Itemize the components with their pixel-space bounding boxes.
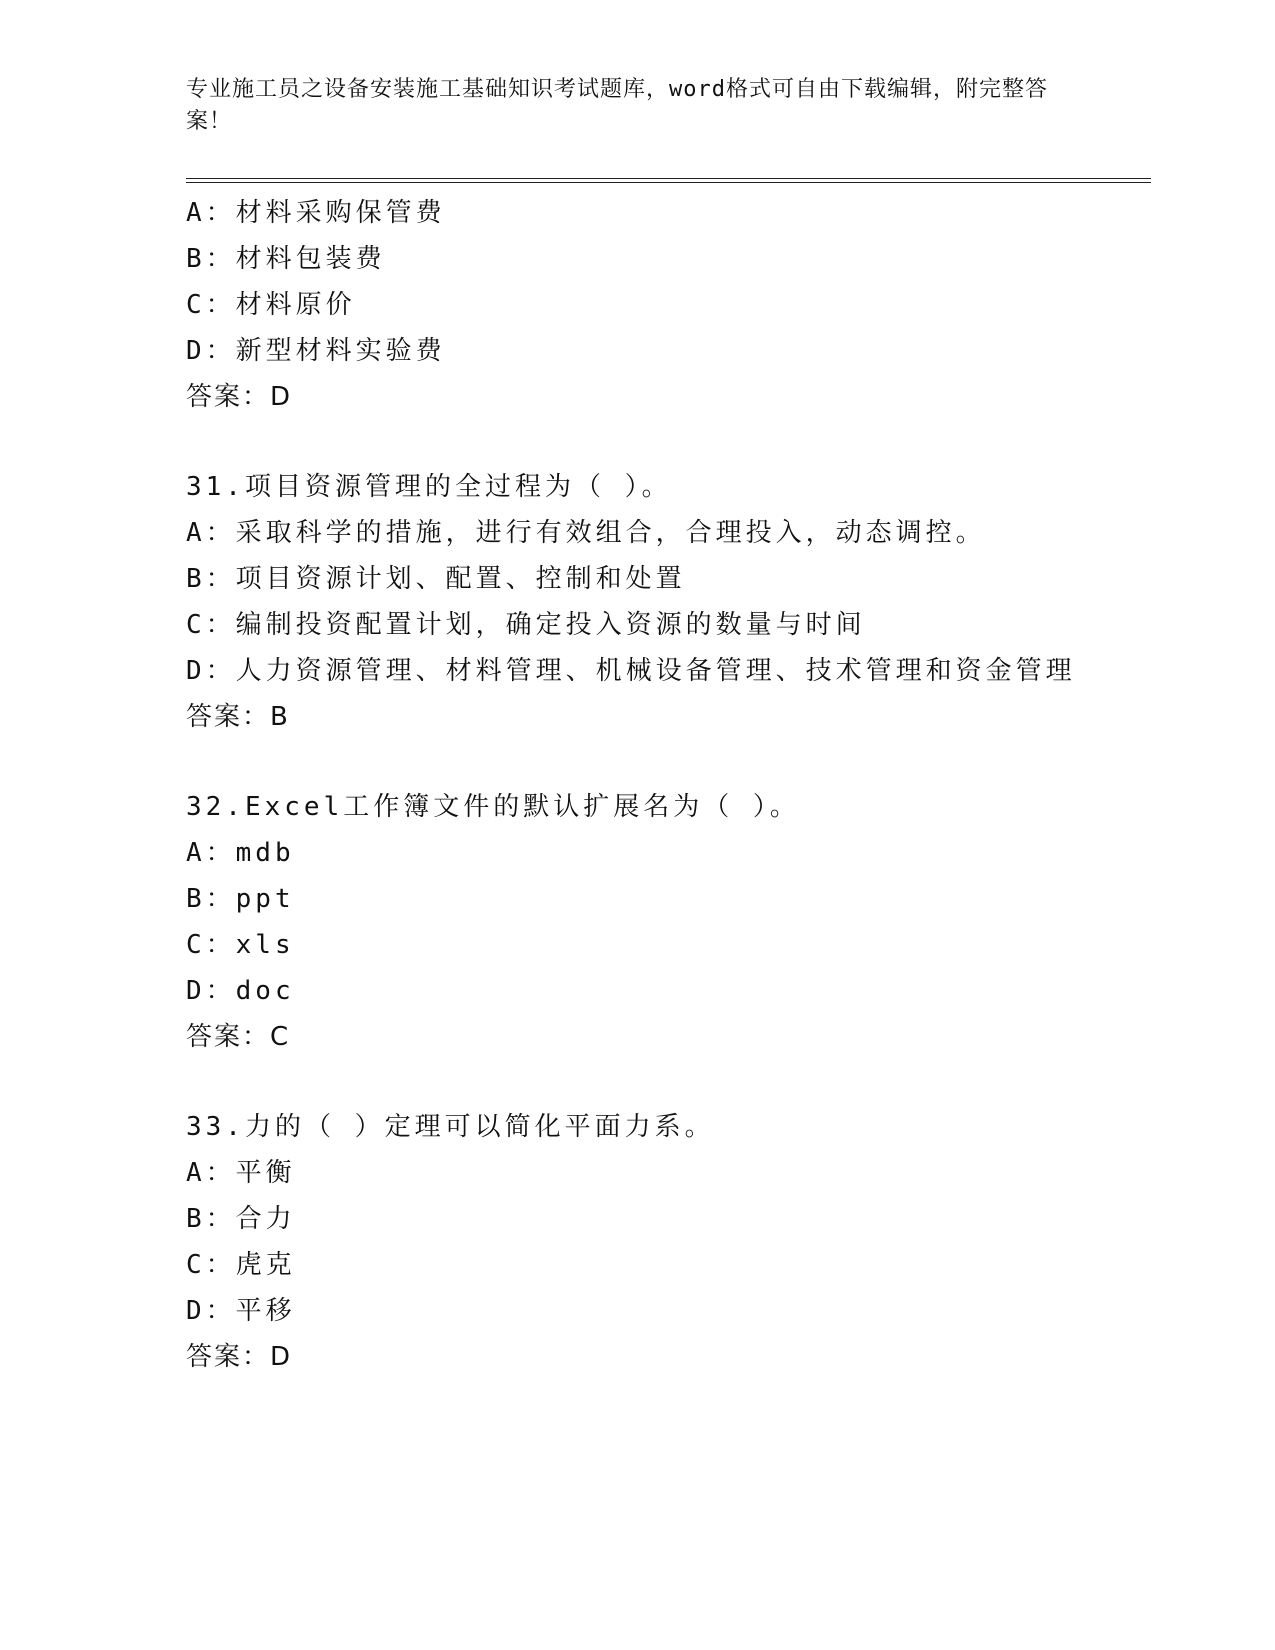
- question-text: 31.项目资源管理的全过程为（ ）。: [186, 472, 672, 502]
- question-text: 33.力的（ ）定理可以简化平面力系。: [186, 1112, 715, 1142]
- option-a: A：采取科学的措施，进行有效组合，合理投入，动态调控。: [186, 518, 986, 548]
- question-block-prev: [186, 190, 1146, 420]
- option-c: C：材料原价: [186, 290, 356, 320]
- option-d: D：doc: [186, 976, 295, 1006]
- option-a: A：平衡: [186, 1158, 296, 1188]
- option-c: C：xls: [186, 930, 295, 960]
- option-b: B：合力: [186, 1204, 296, 1234]
- question-list: [186, 190, 1146, 1380]
- option-d: D：新型材料实验费: [186, 336, 446, 366]
- option-b: B：项目资源计划、配置、控制和处置: [186, 564, 686, 594]
- document-header: 专业施工员之设备安装施工基础知识考试题库，word格式可自由下载编辑，附完整答案！: [186, 77, 1048, 134]
- option-b: B：ppt: [186, 884, 295, 914]
- option-c: C：编制投资配置计划，确定投入资源的数量与时间: [186, 610, 866, 640]
- question-block-32: [186, 784, 1146, 1060]
- answer: 答案：D: [186, 1342, 293, 1372]
- answer: 答案：B: [186, 702, 290, 732]
- header-divider: [186, 178, 1151, 183]
- question-block-33: [186, 1104, 1146, 1380]
- option-c: C：虎克: [186, 1250, 296, 1280]
- option-d: D：平移: [186, 1296, 296, 1326]
- option-a: A：mdb: [186, 838, 295, 868]
- answer: 答案：C: [186, 1022, 291, 1052]
- question-text: 32.Excel工作簿文件的默认扩展名为（ ）。: [186, 792, 800, 822]
- question-block-31: [186, 464, 1146, 740]
- option-d: D：人力资源管理、材料管理、机械设备管理、技术管理和资金管理: [186, 656, 1076, 686]
- option-b: B：材料包装费: [186, 244, 386, 274]
- option-a: A：材料采购保管费: [186, 198, 446, 228]
- answer: 答案：D: [186, 382, 293, 412]
